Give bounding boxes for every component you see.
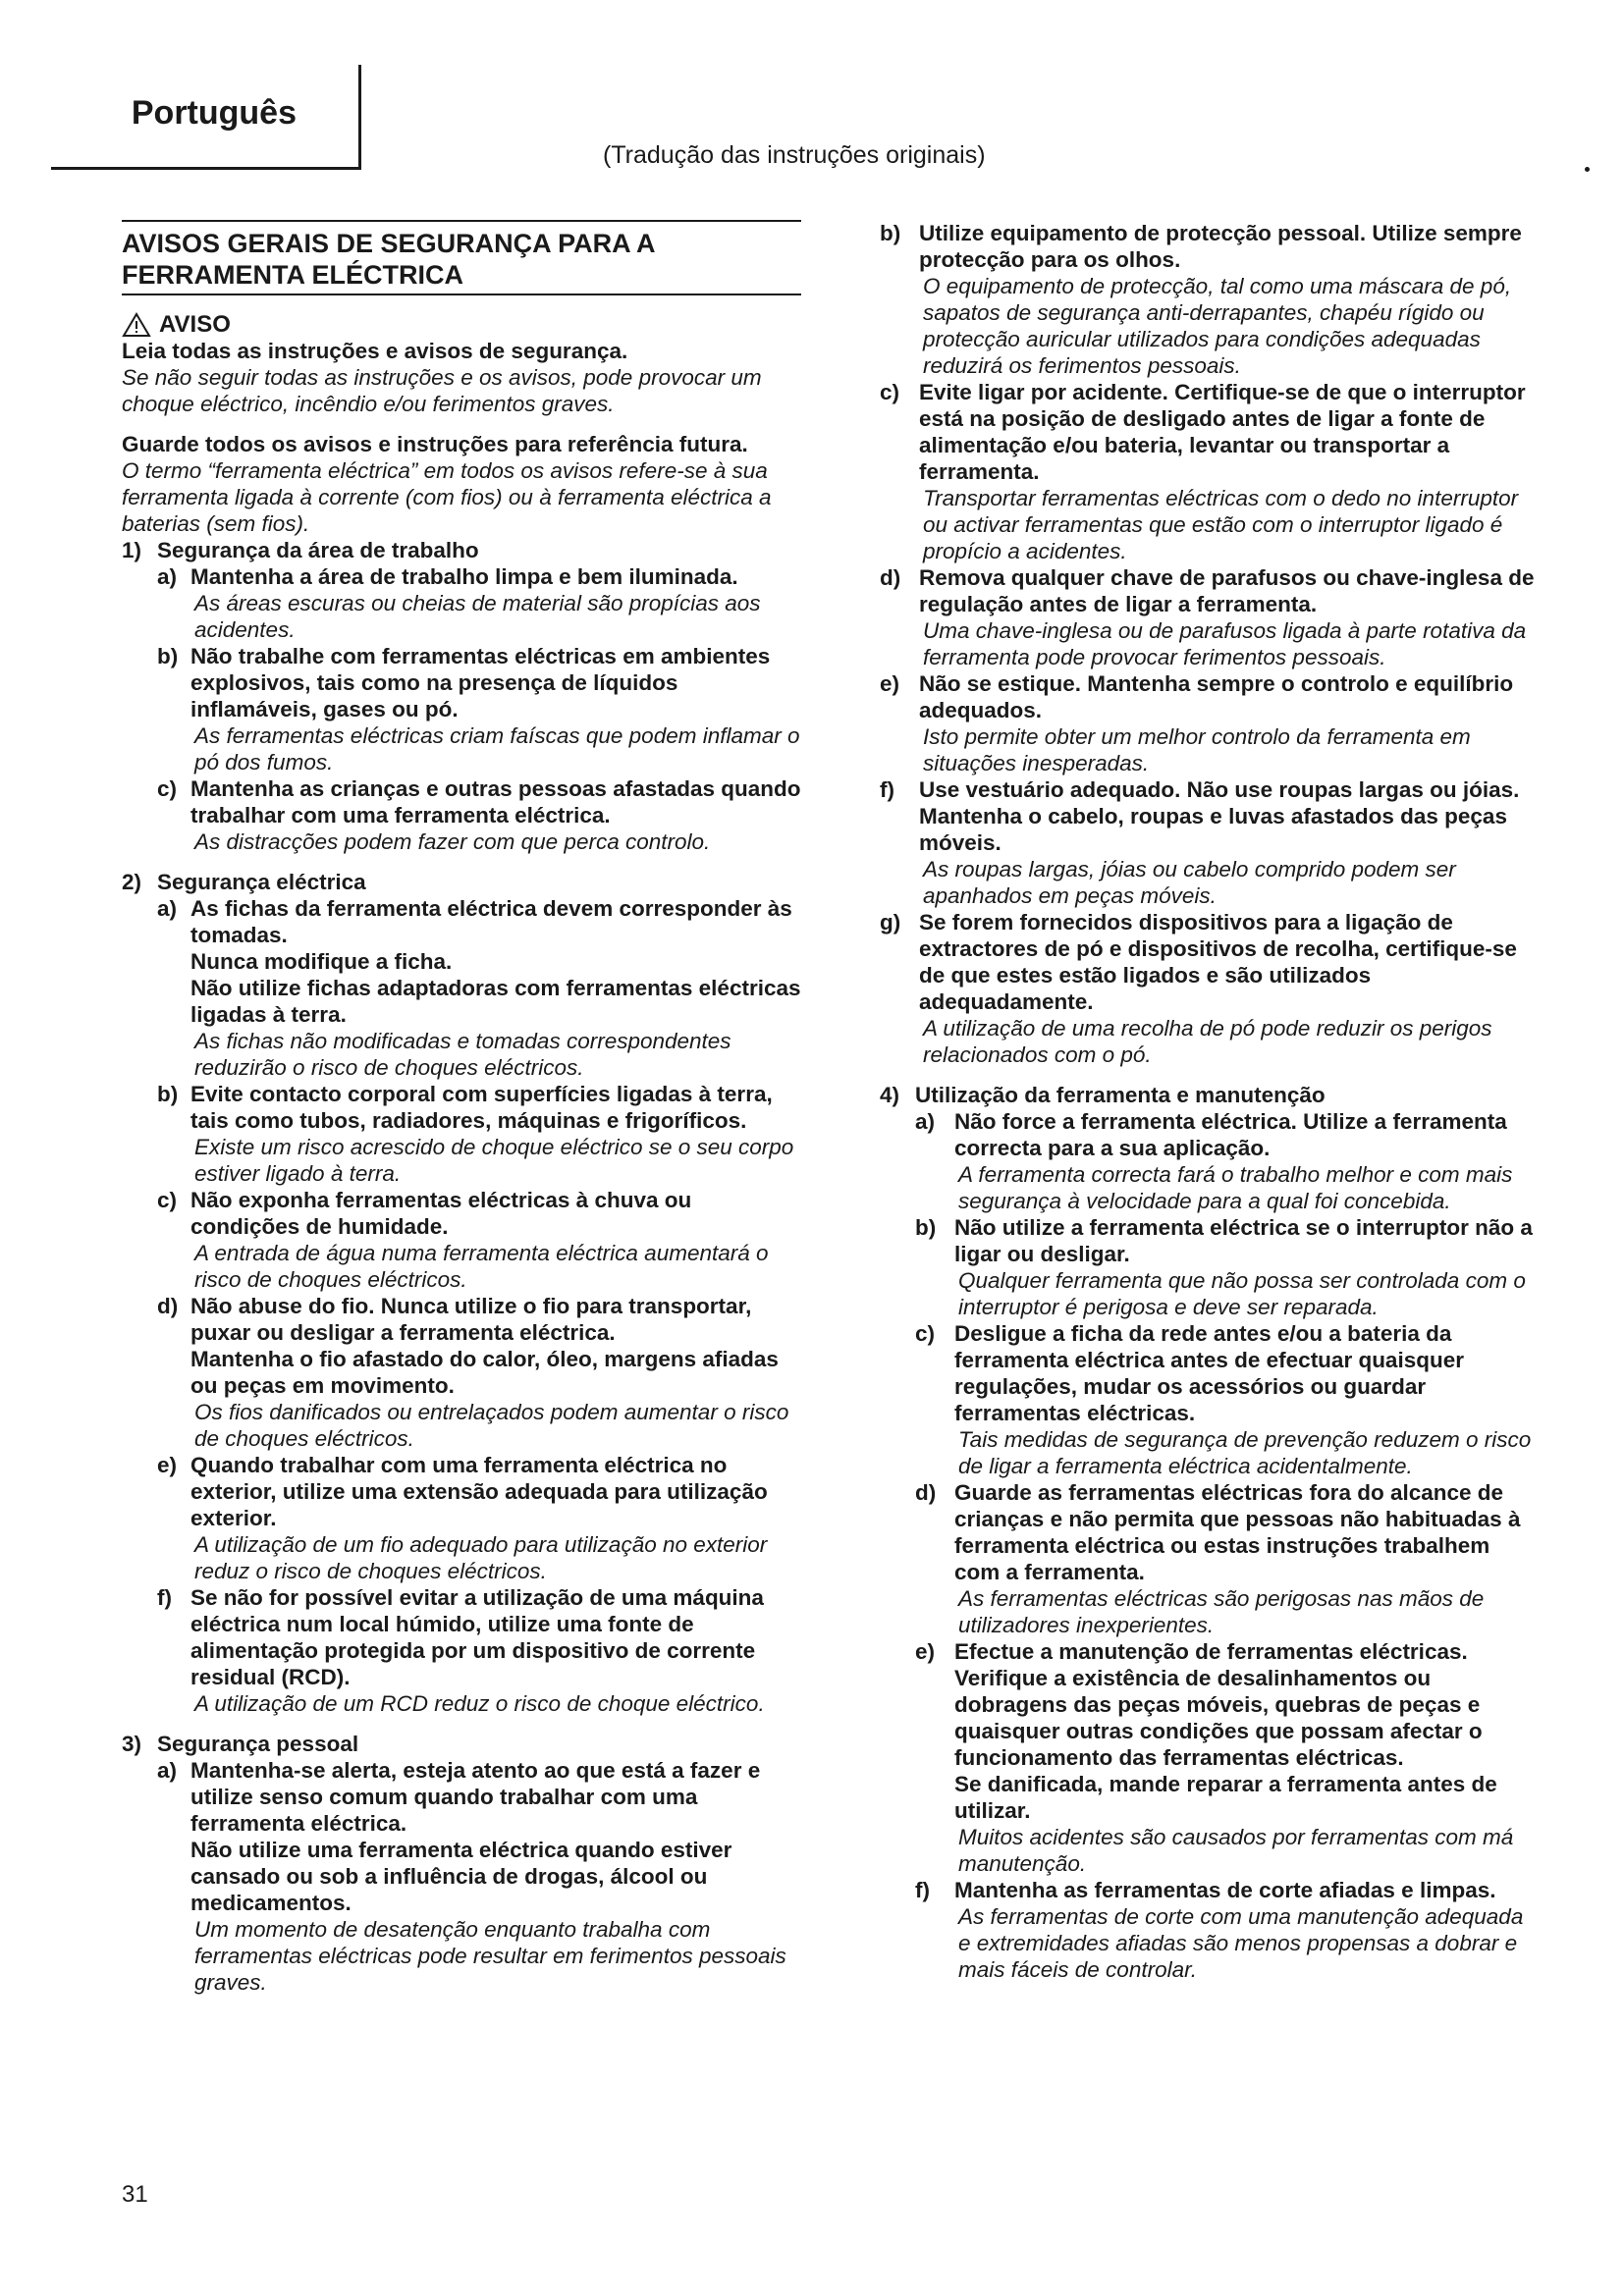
list-item: f) Mantenha as ferramentas de corte afiadas e limpas. As ferramentas de corte com uma manutenção adequada e extremidades afiadas são menos propensas a dobrar e mais fáceis de controlar. <box>915 1878 1524 1982</box>
section-2-heading: 2) Segurança eléctrica <box>122 870 366 894</box>
list-item: d) Remova qualquer chave de parafusos ou chave-inglesa de regulação antes de ligar a ferramenta. Uma chave-inglesa ou de parafusos ligada à parte rotativa da ferramenta pode provocar ferimentos pessoais. <box>880 565 1535 669</box>
list-item: e) Não se estique. Mantenha sempre o controlo e equilíbrio adequados. Isto permite obter um melhor controlo da ferramenta em situações inesperadas. <box>880 671 1514 775</box>
left-column <box>122 220 801 1996</box>
list-item: f) Use vestuário adequado. Não use roupas largas ou jóias. Mantenha o cabelo, roupas e luvas afastados das peças móveis. As roupas largas, jóias ou cabelo comprido podem ser apanhados em peças móveis. <box>880 777 1520 908</box>
list-item: g) Se forem fornecidos dispositivos para a ligação de extractores de pó e dispositivos de recolha, certifique-se de que estes estão ligados e são utilizados adequadamente. A utilização de uma recolha de pó pode reduzir os perigos relacionados com o pó. <box>880 910 1517 1067</box>
list-item: c) Mantenha as crianças e outras pessoas afastadas quando trabalhar com uma ferramenta eléctrica. As distracções podem fazer com que perca controlo. <box>157 776 801 854</box>
section-3-heading: 3) Segurança pessoal <box>122 1732 359 1756</box>
list-item: a) Mantenha a área de trabalho limpa e bem iluminada. As áreas escuras ou cheias de material são propícias aos acidentes. <box>157 564 761 642</box>
list-item: a) Mantenha-se alerta, esteja atento ao que está a fazer e utilize senso comum quando trabalhar com uma ferramenta eléctrica. Não utilize uma ferramenta eléctrica quando estiver cansado ou sob a influência de drogas, álcool ou medicamentos. Um momento de desatenção enquanto trabalha com ferramentas eléctricas pode resultar em ferimentos pessoais graves. <box>157 1758 786 1995</box>
section-1-heading: 1) Segurança da área de trabalho <box>122 538 479 562</box>
section-title: AVISOS GERAIS DE SEGURANÇA PARA A FERRAMENTA ELÉCTRICA <box>122 220 801 295</box>
translation-note: (Tradução das instruções originais) <box>603 141 986 169</box>
list-item: f) Se não for possível evitar a utilização de uma máquina eléctrica num local húmido, utilize uma fonte de alimentação protegida por um dispositivo de corrente residual (RCD). A utilização de um RCD reduz o risco de choque eléctrico. <box>157 1585 765 1716</box>
list-item: d) Não abuse do fio. Nunca utilize o fio para transportar, puxar ou desligar a ferramenta eléctrica. Mantenha o fio afastado do calor, óleo, margens afiadas ou peças em movimento. Os fios danificados ou entrelaçados podem aumentar o risco de choques eléctricos. <box>157 1294 789 1451</box>
list-item: b) Não utilize a ferramenta eléctrica se o interruptor não a ligar ou desligar. Qualquer ferramenta que não possa ser controlada com o interruptor é perigosa e deve ser reparada. <box>915 1215 1533 1319</box>
list-item: e) Quando trabalhar com uma ferramenta eléctrica no exterior, utilize uma extensão adequada para utilização exterior. A utilização de um fio adequado para utilização no exterior reduz o risco de choques eléctricos. <box>157 1453 768 1583</box>
page-dot <box>1585 167 1590 172</box>
keep-instructions-note: O termo “ferramenta eléctrica” em todos os avisos refere-se à sua ferramenta ligada à corrente (com fios) ou à ferramenta eléctrica a baterias (sem fios). <box>122 458 772 536</box>
warning-intro-note: Se não seguir todas as instruções e os avisos, pode provocar um choque eléctrico, incêndio e/ou ferimentos graves. <box>122 365 762 416</box>
list-item: b) Evite contacto corporal com superfícies ligadas à terra, tais como tubos, radiadores, máquinas e frigoríficos. Existe um risco acrescido de choque eléctrico se o seu corpo estiver ligado à terra. <box>157 1082 794 1186</box>
list-item: e) Efectue a manutenção de ferramentas eléctricas. Verifique a existência de desalinhamentos ou dobragens das peças móveis, quebras de peças e quaisquer outras condições que possam afectar o funcionamento das ferramentas eléctricas. Se danificada, mande reparar a ferramenta antes de utilizar. Muitos acidentes são causados por ferramentas com má manutenção. <box>915 1639 1514 1876</box>
list-item: a) Não force a ferramenta eléctrica. Utilize a ferramenta correcta para a sua aplicação. A ferramenta correcta fará o trabalho melhor e com mais segurança à velocidade para a qual foi concebida. <box>915 1109 1513 1213</box>
keep-instructions: Guarde todos os avisos e instruções para referência futura. <box>122 432 748 456</box>
warning-heading <box>122 311 801 338</box>
list-item: c) Não exponha ferramentas eléctricas à chuva ou condições de humidade. A entrada de água numa ferramenta eléctrica aumentará o risco de choques eléctricos. <box>157 1188 769 1292</box>
list-item: c) Desligue a ficha da rede antes e/ou a bateria da ferramenta eléctrica antes de efectuar quaisquer regulações, mudar os acessórios ou guardar ferramentas eléctricas. Tais medidas de segurança de prevenção reduzem o risco de ligar a ferramenta eléctrica acidentalmente. <box>915 1321 1532 1478</box>
list-item: b) Não trabalhe com ferramentas eléctricas em ambientes explosivos, tais como na presença de líquidos inflamáveis, gases ou pó. As ferramentas eléctricas criam faíscas que podem inflamar o pó dos fumos. <box>157 644 800 774</box>
list-item: b) Utilize equipamento de protecção pessoal. Utilize sempre protecção para os olhos. O equipamento de protecção, tal como uma máscara de pó, sapatos de segurança anti-derrapantes, chapéu rígido ou protecção auricular utilizados para condições adequadas reduzirá os ferimentos pessoais. <box>880 221 1522 378</box>
warning-intro: Leia todas as instruções e avisos de segurança. <box>122 339 628 363</box>
warning-triangle-icon <box>122 312 151 338</box>
warning-label: AVISO <box>159 311 231 338</box>
list-item: d) Guarde as ferramentas eléctricas fora do alcance de crianças e não permita que pessoas não habituadas à ferramenta eléctrica ou estas instruções trabalhem com a ferramenta. As ferramentas eléctricas são perigosas nas mãos de utilizadores inexperientes. <box>915 1480 1521 1637</box>
language-title: Português <box>131 94 297 132</box>
section-4-heading: 4) Utilização da ferramenta e manutenção <box>880 1083 1326 1107</box>
list-item: c) Evite ligar por acidente. Certifique-se de que o interruptor está na posição de desligado antes de ligar a fonte de alimentação e/ou bateria, levantar ou transportar a ferramenta. Transportar ferramentas eléctricas com o dedo no interruptor ou activar ferramentas que estão com o interruptor ligado é propício a acidentes. <box>880 380 1526 563</box>
page-number: 31 <box>122 2181 148 2208</box>
right-column <box>880 220 1536 1983</box>
list-item: a) As fichas da ferramenta eléctrica devem corresponder às tomadas. Nunca modifique a ficha. Não utilize fichas adaptadoras com ferramentas eléctricas ligadas à terra. As fichas não modificadas e tomadas correspondentes reduzirão o risco de choques eléctricos. <box>157 896 801 1080</box>
